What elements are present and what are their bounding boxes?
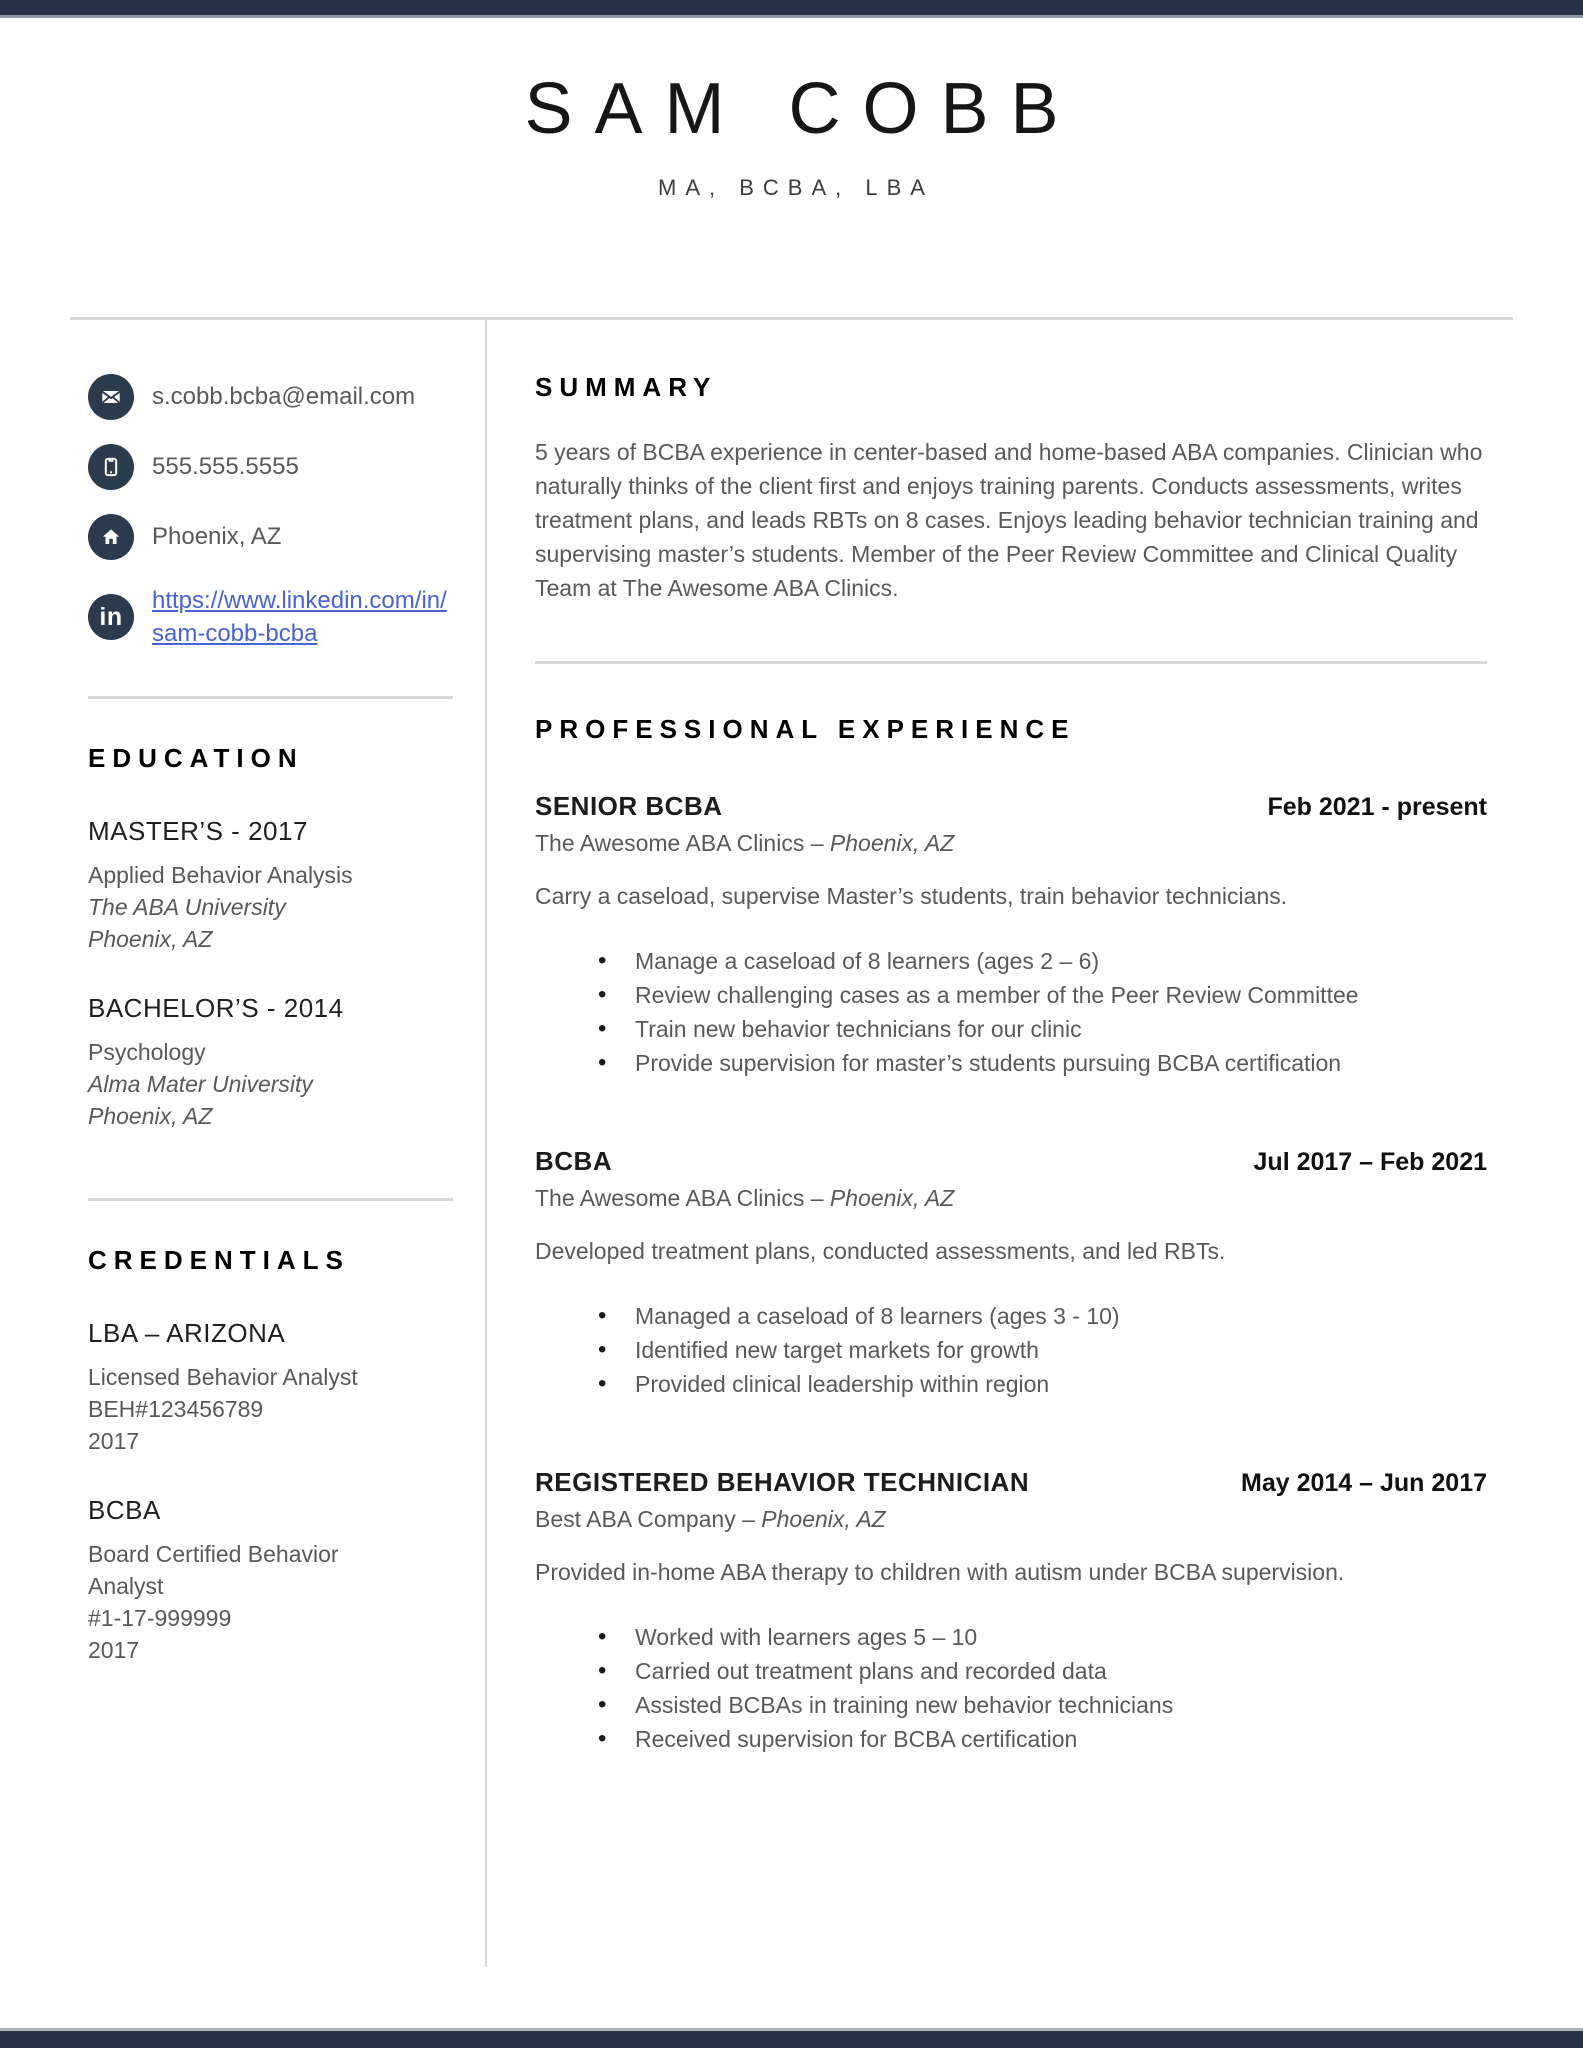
job-location: Phoenix, AZ [761, 1506, 886, 1533]
job-header [535, 1467, 1487, 1498]
job-bullet: • Provide supervision for master’s students pursuing BCBA certification [635, 1046, 1487, 1080]
school-location: Phoenix, AZ [88, 1103, 213, 1130]
left-sidebar [88, 320, 453, 1967]
job-title: SENIOR BCBA [535, 791, 723, 822]
contact-email: s.cobb.bcba@email.com [152, 383, 416, 411]
sidebar-divider-1 [88, 696, 453, 699]
job-intro: Provided in-home ABA therapy to children with autism under BCBA supervision. [535, 1559, 1345, 1586]
job-title: BCBA [535, 1146, 613, 1177]
job-dates: Feb 2021 - present [1267, 793, 1487, 822]
job-bullet-list [535, 1299, 1487, 1401]
contact-row-email [88, 374, 453, 420]
job-location: Phoenix, AZ [829, 1185, 955, 1212]
job-header [535, 1146, 1487, 1177]
home-icon [88, 514, 134, 560]
credential-title: LBA – ARIZONA [88, 1318, 286, 1349]
job-title: REGISTERED BEHAVIOR TECHNICIAN [535, 1467, 1030, 1498]
column-divider [485, 320, 487, 1967]
job-bullet: • Review challenging cases as a member of the Peer Review Committee [635, 978, 1487, 1012]
job-bullet: • Manage a caseload of 8 learners (ages 2 – 6) [635, 944, 1487, 978]
experience-section [535, 714, 1487, 1756]
education-heading: EDUCATION [88, 743, 304, 774]
main-content [535, 320, 1487, 1967]
resume-header [0, 70, 1583, 201]
job-bullet: • Received supervision for BCBA certification [635, 1722, 1487, 1756]
job-company: The Awesome ABA Clinics – Phoenix, AZ [535, 1185, 955, 1212]
job-location: Phoenix, AZ [829, 830, 955, 857]
sidebar-divider-2 [88, 1198, 453, 1201]
contact-location: Phoenix, AZ [152, 523, 282, 551]
credentials-heading: CREDENTIALS [88, 1245, 350, 1276]
credential-year: 2017 [88, 1428, 140, 1455]
summary-heading: SUMMARY [535, 372, 718, 403]
job-intro: Developed treatment plans, conducted assessments, and led RBTs. [535, 1238, 1226, 1265]
job-bullet: • Assisted BCBAs in training new behavior technicians [635, 1688, 1487, 1722]
credential-item [88, 1495, 453, 1666]
credential-name: Board Certified Behavior Analyst [88, 1541, 339, 1600]
job-intro: Carry a caseload, supervise Master’s students, train behavior technicians. [535, 883, 1288, 910]
bottom-accent-bar [0, 2028, 1583, 2048]
contact-phone: 555.555.5555 [152, 453, 299, 481]
page-title: SAM COBB [524, 69, 1081, 149]
summary-section [535, 372, 1487, 605]
credential-title: BCBA [88, 1495, 161, 1526]
job-bullet: • Carried out treatment plans and recorded data [635, 1654, 1487, 1688]
degree-title: BACHELOR’S - 2014 [88, 993, 344, 1024]
summary-paragraph: 5 years of BCBA experience in center-based and home-based ABA companies. Clinician who naturally thinks of the client first and enjoys training parents. Conducts assessments, writes treatment plans, and leads RBTs on 8 cases. Enjoys leading behavior technician training and supervising master’s students. Member of the Peer Review Committee and Clinical Quality Team at The Awesome ABA Clinics. [535, 439, 1483, 602]
degree-field: Psychology [88, 1039, 206, 1066]
job-entry [535, 1146, 1487, 1401]
school-name: The ABA University [88, 894, 286, 921]
school-location: Phoenix, AZ [88, 926, 213, 953]
job-bullet: • Worked with learners ages 5 – 10 [635, 1620, 1487, 1654]
job-bullet: • Identified new target markets for growth [635, 1333, 1487, 1367]
job-company: The Awesome ABA Clinics – Phoenix, AZ [535, 830, 955, 857]
degree-title: MASTER’S - 2017 [88, 816, 308, 847]
credential-name: Licensed Behavior Analyst [88, 1364, 358, 1391]
job-entry [535, 791, 1487, 1080]
email-icon [88, 374, 134, 420]
contact-row-linkedin [88, 584, 453, 650]
job-bullet-list [535, 1620, 1487, 1756]
linkedin-link[interactable]: https://www.linkedin.com/in/sam-cobb-bcba [152, 587, 447, 648]
job-bullet: • Train new behavior technicians for our clinic [635, 1012, 1487, 1046]
phone-icon [88, 444, 134, 490]
job-entry [535, 1467, 1487, 1756]
credential-year: 2017 [88, 1637, 140, 1664]
content-columns [0, 320, 1583, 1967]
job-dates: May 2014 – Jun 2017 [1241, 1469, 1487, 1498]
school-name: Alma Mater University [88, 1071, 313, 1098]
education-item [88, 816, 453, 955]
credential-number: #1-17-999999 [88, 1605, 232, 1632]
job-header [535, 791, 1487, 822]
job-dates: Jul 2017 – Feb 2021 [1253, 1148, 1487, 1177]
job-bullet-list [535, 944, 1487, 1080]
education-section [88, 743, 453, 1132]
credentials-subtitle: MA, BCBA, LBA [658, 175, 934, 201]
degree-field: Applied Behavior Analysis [88, 862, 353, 889]
credential-number: BEH#123456789 [88, 1396, 264, 1423]
job-bullet: • Managed a caseload of 8 learners (ages 3 - 10) [635, 1299, 1487, 1333]
linkedin-icon: in [88, 594, 134, 640]
top-accent-bar [0, 0, 1583, 18]
job-company: Best ABA Company – Phoenix, AZ [535, 1506, 886, 1533]
credentials-section [88, 1245, 453, 1666]
contact-row-phone [88, 444, 453, 490]
experience-divider [535, 661, 1487, 664]
contact-row-location [88, 514, 453, 560]
job-bullet: • Provided clinical leadership within region [635, 1367, 1487, 1401]
experience-heading: PROFESSIONAL EXPERIENCE [535, 714, 1076, 745]
contact-section [88, 374, 453, 650]
credential-item [88, 1318, 453, 1457]
education-item [88, 993, 453, 1132]
